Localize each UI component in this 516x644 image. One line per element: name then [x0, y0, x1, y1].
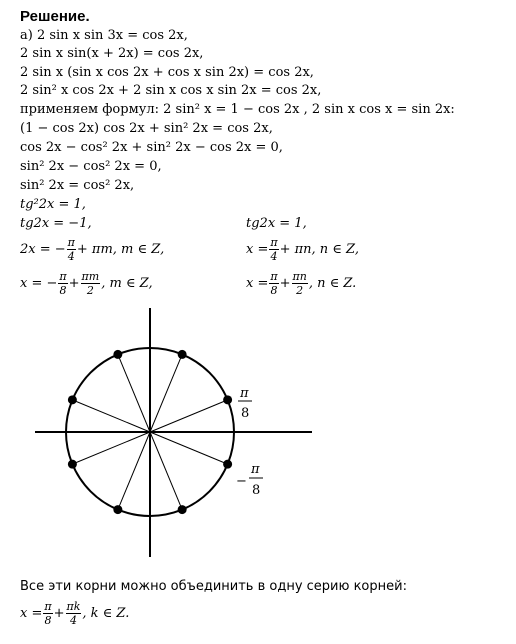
root-point	[113, 505, 122, 514]
right-branch-eq3: x = $\frac{\pi}{8}$ + $\frac{\pi n}{2}$ , n ∈ Z.	[246, 270, 357, 297]
root-point	[178, 350, 187, 359]
left-branch-eq3: x = − $\frac{\pi}{8}$ + $\frac{\pi m}{2}$ , m ∈ Z,	[20, 270, 153, 297]
equation-line: cos 2x − cos² 2x + sin² 2x − cos 2x = 0,	[20, 140, 283, 155]
label-neg-pi-over-8-den: 8	[252, 483, 261, 498]
unit-circle-figure	[0, 300, 516, 568]
root-point	[178, 505, 187, 514]
root-point	[223, 395, 232, 404]
root-point	[223, 460, 232, 469]
left-branch-eq1: tg2x = −1,	[20, 216, 92, 231]
equation-line: 2 sin x (sin x cos 2x + cos x sin 2x) = cos 2x,	[20, 65, 314, 80]
equation-line: 2 sin x sin(x + 2x) = cos 2x,	[20, 46, 204, 61]
left-branch-eq2: 2x = − $\frac{\pi}{4}$ + πm, m ∈ Z,	[20, 236, 165, 263]
equation-line: применяем формул: 2 sin² x = 1 − cos 2x , 2 sin x cos x = sin 2x:	[20, 102, 455, 117]
equation-line: sin² 2x − cos² 2x = 0,	[20, 159, 162, 174]
root-point	[68, 460, 77, 469]
equation-line: a) 2 sin x sin 3x = cos 2x,	[20, 28, 188, 43]
label-pi-over-8-den: 8	[241, 406, 250, 421]
right-branch-eq2: x = $\frac{\pi}{4}$ + πn, n ∈ Z,	[246, 236, 359, 263]
root-point	[113, 350, 122, 359]
solution-heading: Решение.	[20, 8, 90, 25]
final-answer: x = $\frac{\pi}{8}$ + $\frac{\pi k}{4}$ , k ∈ Z.	[20, 600, 130, 627]
equation-line: (1 − cos 2x) cos 2x + sin² 2x = cos 2x,	[20, 121, 273, 136]
root-point	[68, 395, 77, 404]
equation-line: 2 sin² x cos 2x + 2 sin x cos x sin 2x = cos 2x,	[20, 83, 322, 98]
label-neg-pi-over-8-num: π	[251, 462, 260, 477]
summary-text: Все эти корни можно объединить в одну серию корней:	[20, 579, 407, 594]
equation-line: sin² 2x = cos² 2x,	[20, 178, 135, 193]
equation-line: tg²2x = 1,	[20, 197, 86, 212]
label-pi-over-8-num: π	[240, 386, 249, 401]
label-neg-sign: −	[236, 474, 247, 489]
right-branch-eq1: tg2x = 1,	[246, 216, 307, 231]
